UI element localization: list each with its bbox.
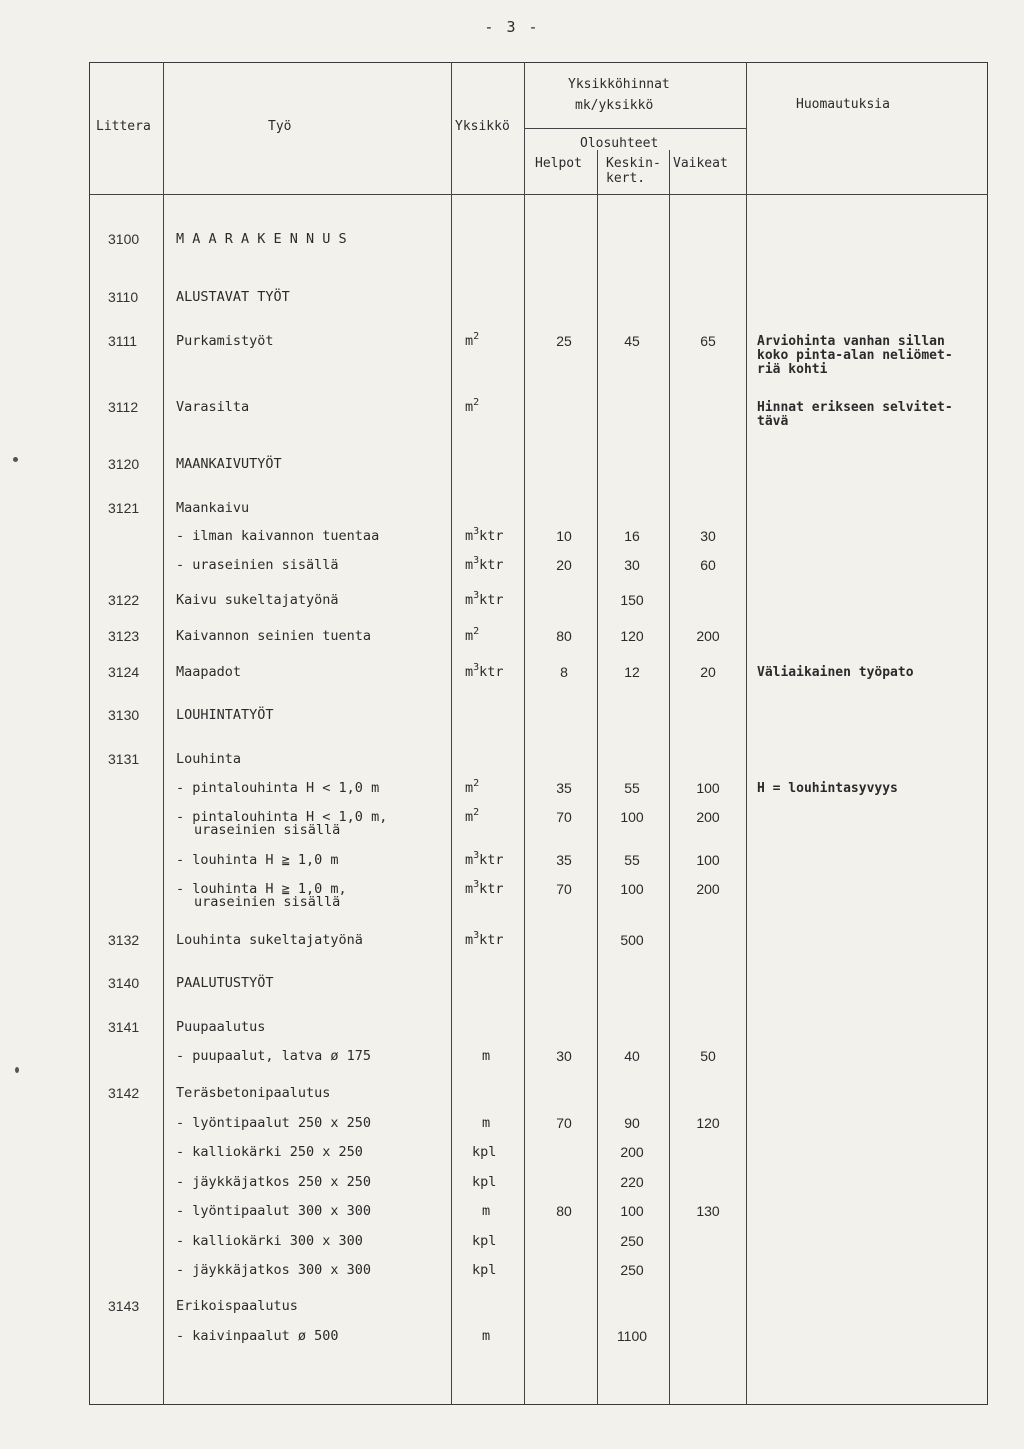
unit xyxy=(465,626,480,644)
unit xyxy=(465,879,504,897)
price-helpot: 30 xyxy=(556,1048,572,1064)
price-keskin: 1100 xyxy=(616,1328,648,1344)
work-description: - ilman kaivannon tuentaa xyxy=(176,528,380,544)
price-keskin: 100 xyxy=(620,809,644,825)
unit-base: m xyxy=(465,852,474,868)
rule-vaikeat xyxy=(746,62,747,1405)
header-helpot: Helpot xyxy=(535,156,582,171)
price-vaikeat: 200 xyxy=(696,881,720,897)
unit-suffix: ktr xyxy=(479,528,504,544)
price-vaikeat: 200 xyxy=(696,809,720,825)
unit-base: m xyxy=(482,1328,491,1344)
price-helpot: 70 xyxy=(556,1115,572,1131)
price-keskin: 200 xyxy=(620,1144,644,1160)
unit xyxy=(472,1176,496,1189)
unit-base: m xyxy=(465,664,474,680)
header-kert: kert. xyxy=(606,171,646,186)
work-description: - jäykkäjatkos 250 x 250 xyxy=(176,1174,372,1190)
unit xyxy=(482,1050,490,1063)
remark-cont: riä kohti xyxy=(757,362,828,377)
unit xyxy=(472,1146,496,1159)
price-keskin: 55 xyxy=(624,852,640,868)
unit-base: m xyxy=(482,1048,491,1064)
unit-suffix: ktr xyxy=(479,557,504,573)
littera-code: 3131 xyxy=(108,751,140,767)
remark-cont: koko pinta-alan neliömet- xyxy=(757,348,953,363)
unit-exponent: 2 xyxy=(473,778,480,789)
header-tyo: Työ xyxy=(268,119,292,134)
work-description: - kalliokärki 250 x 250 xyxy=(176,1144,363,1160)
header-keskin: Keskin- xyxy=(606,156,661,171)
work-description: - pintalouhinta H < 1,0 m, xyxy=(176,809,388,825)
price-keskin: 150 xyxy=(620,592,644,608)
price-vaikeat: 120 xyxy=(696,1115,720,1131)
littera-code: 3143 xyxy=(108,1298,140,1314)
unit xyxy=(465,397,480,415)
work-description: - jäykkäjatkos 300 x 300 xyxy=(176,1262,372,1278)
unit-exponent: 3 xyxy=(473,662,480,673)
unit-base: m xyxy=(482,1115,491,1131)
work-description: - lyöntipaalut 300 x 300 xyxy=(176,1203,372,1219)
work-description: Erikoispaalutus xyxy=(176,1298,298,1314)
unit-suffix: ktr xyxy=(479,852,504,868)
work-description: Maankaivu xyxy=(176,500,250,516)
price-helpot: 80 xyxy=(556,628,572,644)
work-description: Louhinta xyxy=(176,751,242,767)
work-description: Louhinta sukeltajatyönä xyxy=(176,932,363,948)
unit-base: kpl xyxy=(472,1233,497,1249)
unit xyxy=(465,930,504,948)
work-description: M A A R A K E N N U S xyxy=(176,231,347,247)
rule-keskin xyxy=(669,150,670,1405)
work-description: MAANKAIVUTYÖT xyxy=(176,456,282,472)
unit-base: m xyxy=(465,528,474,544)
work-description: Puupaalutus xyxy=(176,1019,266,1035)
work-description: - lyöntipaalut 250 x 250 xyxy=(176,1115,372,1131)
header-littera: Littera xyxy=(96,119,151,134)
unit-base: m xyxy=(482,1203,491,1219)
unit-suffix: ktr xyxy=(479,664,504,680)
littera-code: 3142 xyxy=(108,1085,140,1101)
littera-code: 3130 xyxy=(108,707,140,723)
price-helpot: 80 xyxy=(556,1203,572,1219)
price-keskin: 16 xyxy=(624,528,640,544)
work-description: LOUHINTATYÖT xyxy=(176,707,274,723)
unit-base: m xyxy=(465,557,474,573)
price-vaikeat: 20 xyxy=(700,664,716,680)
work-description: - pintalouhinta H < 1,0 m xyxy=(176,780,380,796)
unit-base: m xyxy=(465,333,474,349)
unit-base: m xyxy=(465,628,474,644)
scan-mark xyxy=(13,457,18,462)
header-yksikko: Yksikkö xyxy=(455,119,510,134)
littera-code: 3100 xyxy=(108,231,140,247)
work-description: PAALUTUSTYÖT xyxy=(176,975,274,991)
littera-code: 3132 xyxy=(108,932,140,948)
unit-suffix: ktr xyxy=(479,592,504,608)
price-helpot: 10 xyxy=(556,528,572,544)
unit xyxy=(465,555,504,573)
littera-code: 3123 xyxy=(108,628,140,644)
price-helpot: 25 xyxy=(556,333,572,349)
price-keskin: 100 xyxy=(620,1203,644,1219)
work-description-cont: uraseinien sisällä xyxy=(194,894,341,910)
unit-base: m xyxy=(465,809,474,825)
unit-exponent: 3 xyxy=(473,879,480,890)
unit-base: m xyxy=(465,932,474,948)
unit-suffix: ktr xyxy=(479,881,504,897)
unit xyxy=(465,590,504,608)
littera-code: 3140 xyxy=(108,975,140,991)
unit-exponent: 2 xyxy=(473,626,480,637)
price-vaikeat: 130 xyxy=(696,1203,720,1219)
littera-code: 3124 xyxy=(108,664,140,680)
price-helpot: 8 xyxy=(560,664,568,680)
header-huomautuksia: Huomautuksia xyxy=(796,97,890,112)
littera-code: 3141 xyxy=(108,1019,140,1035)
littera-code: 3120 xyxy=(108,456,140,472)
remark: Väliaikainen työpato xyxy=(757,665,914,680)
scan-mark xyxy=(15,1067,19,1073)
header-vaikeat: Vaikeat xyxy=(673,156,728,171)
unit xyxy=(482,1117,490,1130)
price-keskin: 250 xyxy=(620,1233,644,1249)
work-description: - kaivinpaalut ø 500 xyxy=(176,1328,339,1344)
work-description: - uraseinien sisällä xyxy=(176,557,339,573)
price-vaikeat: 60 xyxy=(700,557,716,573)
unit-exponent: 3 xyxy=(473,526,480,537)
price-vaikeat: 200 xyxy=(696,628,720,644)
price-keskin: 100 xyxy=(620,881,644,897)
work-description-cont: uraseinien sisällä xyxy=(194,822,341,838)
price-keskin: 55 xyxy=(624,780,640,796)
price-helpot: 70 xyxy=(556,881,572,897)
price-keskin: 120 xyxy=(620,628,644,644)
unit-suffix: ktr xyxy=(479,932,504,948)
rule-hinnat-bottom xyxy=(524,128,746,129)
price-keskin: 500 xyxy=(620,932,644,948)
unit-exponent: 2 xyxy=(473,331,480,342)
price-vaikeat: 100 xyxy=(696,852,720,868)
unit xyxy=(465,778,480,796)
unit-exponent: 3 xyxy=(473,850,480,861)
work-description: - louhinta H ≧ 1,0 m xyxy=(176,852,339,868)
unit xyxy=(482,1330,490,1343)
price-keskin: 45 xyxy=(624,333,640,349)
unit-base: kpl xyxy=(472,1174,497,1190)
price-keskin: 30 xyxy=(624,557,640,573)
remark: H = louhintasyvyys xyxy=(757,781,898,796)
unit xyxy=(472,1264,496,1277)
rule-header-bottom xyxy=(89,194,988,195)
unit-exponent: 3 xyxy=(473,930,480,941)
unit-base: kpl xyxy=(472,1144,497,1160)
price-vaikeat: 50 xyxy=(700,1048,716,1064)
price-keskin: 12 xyxy=(624,664,640,680)
work-description: Varasilta xyxy=(176,399,250,415)
work-description: Purkamistyöt xyxy=(176,333,274,349)
price-vaikeat: 100 xyxy=(696,780,720,796)
price-helpot: 70 xyxy=(556,809,572,825)
remark: Arviohinta vanhan sillan xyxy=(757,334,945,349)
header-olosuhteet: Olosuhteet xyxy=(580,136,659,151)
unit-base: m xyxy=(465,592,474,608)
unit xyxy=(482,1205,490,1218)
work-description: - kalliokärki 300 x 300 xyxy=(176,1233,363,1249)
unit-exponent: 2 xyxy=(473,807,480,818)
work-description: ALUSTAVAT TYÖT xyxy=(176,289,290,305)
price-vaikeat: 30 xyxy=(700,528,716,544)
littera-code: 3110 xyxy=(108,289,139,305)
unit-exponent: 3 xyxy=(473,590,480,601)
remark-cont: tävä xyxy=(757,414,789,429)
price-keskin: 250 xyxy=(620,1262,644,1278)
unit xyxy=(465,526,504,544)
littera-code: 3121 xyxy=(108,500,140,516)
work-description: Kaivannon seinien tuenta xyxy=(176,628,372,644)
work-description: Maapadot xyxy=(176,664,242,680)
unit xyxy=(465,331,480,349)
unit xyxy=(472,1235,496,1248)
unit-base: m xyxy=(465,881,474,897)
rule-littera xyxy=(163,62,164,1405)
littera-code: 3111 xyxy=(108,333,138,349)
remark: Hinnat erikseen selvitet- xyxy=(757,400,953,415)
unit xyxy=(465,850,504,868)
work-description: Kaivu sukeltajatyönä xyxy=(176,592,339,608)
work-description: - puupaalut, latva ø 175 xyxy=(176,1048,372,1064)
unit xyxy=(465,807,480,825)
page-number: - 3 - xyxy=(484,18,540,36)
littera-code: 3112 xyxy=(108,399,139,415)
price-keskin: 40 xyxy=(624,1048,640,1064)
price-keskin: 220 xyxy=(620,1174,644,1190)
rule-tyo xyxy=(451,62,452,1405)
work-description: - louhinta H ≧ 1,0 m, xyxy=(176,881,347,897)
price-helpot: 35 xyxy=(556,852,572,868)
price-keskin: 90 xyxy=(624,1115,640,1131)
price-helpot: 35 xyxy=(556,780,572,796)
header-hinnat-line2: mk/yksikkö xyxy=(575,98,654,113)
work-description: Teräsbetonipaalutus xyxy=(176,1085,331,1101)
unit-base: m xyxy=(465,780,474,796)
rule-yksikko xyxy=(524,62,525,1405)
header-hinnat-line1: Yksikköhinnat xyxy=(568,77,670,92)
unit-exponent: 2 xyxy=(473,397,480,408)
price-vaikeat: 65 xyxy=(700,333,716,349)
rule-helpot xyxy=(597,150,598,1405)
unit-base: m xyxy=(465,399,474,415)
unit xyxy=(465,662,504,680)
price-helpot: 20 xyxy=(556,557,572,573)
unit-exponent: 3 xyxy=(473,555,480,566)
unit-base: kpl xyxy=(472,1262,497,1278)
littera-code: 3122 xyxy=(108,592,140,608)
